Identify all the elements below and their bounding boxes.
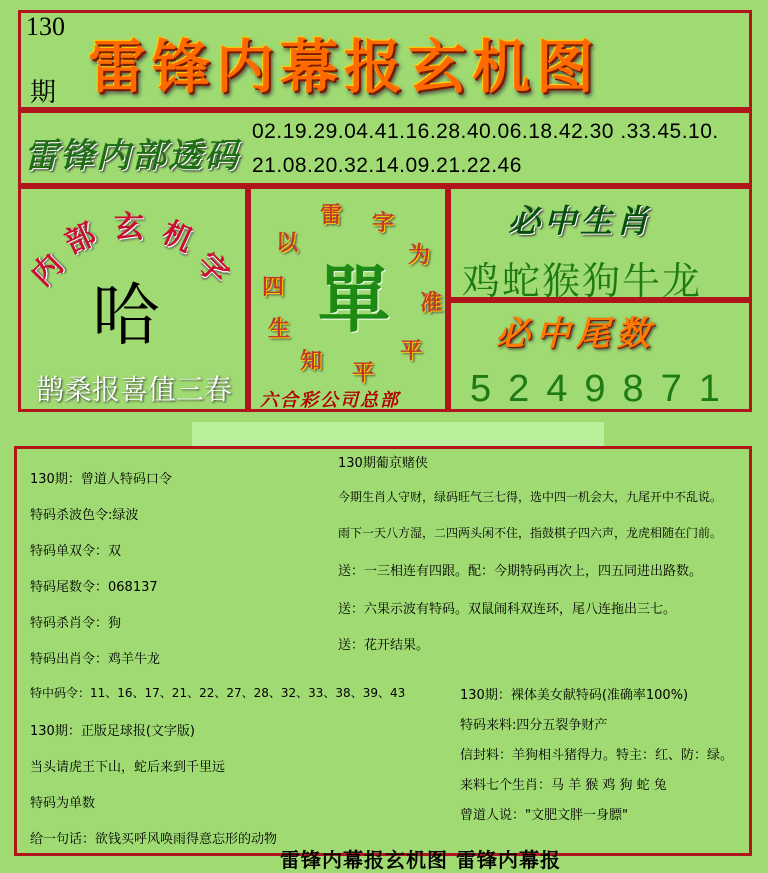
left-line-3: 特码单双令：双 bbox=[30, 544, 122, 559]
ring-char-9: 知 bbox=[300, 348, 323, 374]
arc-char-4: 机 bbox=[156, 214, 199, 260]
ring-char-8: 平 bbox=[352, 360, 375, 386]
ring-char-4: 字 bbox=[372, 210, 395, 236]
highlight-strip bbox=[192, 422, 604, 446]
mystery-poem: 鹊桑报喜值三春 bbox=[36, 373, 233, 406]
period-number: 130 bbox=[26, 12, 65, 41]
ring-char-6: 准 bbox=[420, 290, 443, 316]
left-line-1: 130期：曾道人特码口令 bbox=[30, 472, 172, 487]
right-bottom-5: 曾道人说："文肥文胖一身膘" bbox=[460, 808, 628, 823]
ring-char-1: 四 bbox=[262, 274, 285, 300]
left-line-9: 当头请虎王下山，蛇后来到千里远 bbox=[30, 760, 226, 775]
tail-title: 必中尾数 bbox=[496, 314, 656, 354]
center-footer: 六合彩公司总部 bbox=[260, 390, 400, 411]
right-line-4: 送：一三相连有四跟。配：今期特码再次上，四五同进出路数。 bbox=[338, 564, 703, 579]
page-title: 雷锋内幕报玄机图 bbox=[88, 33, 601, 101]
mystery-char: 哈 bbox=[92, 277, 161, 356]
right-bottom-1: 130期：裸体美女献特码(准确率100%) bbox=[460, 688, 689, 703]
left-line-11: 给一句话：欲钱买呼风唤雨得意忘形的动物 bbox=[30, 832, 278, 847]
ring-char-5: 为 bbox=[408, 242, 431, 268]
ring-char-7: 平 bbox=[400, 338, 423, 364]
arc-char-2: 部 bbox=[59, 216, 102, 262]
cutoff-footer-text: 雷锋内幕报玄机图 雷锋内幕报 bbox=[280, 848, 561, 872]
period-label: 期 bbox=[29, 78, 56, 107]
right-bottom-2: 特码来料:四分五裂争财产 bbox=[460, 718, 608, 733]
left-line-6: 特码出肖令：鸡羊牛龙 bbox=[30, 652, 161, 667]
left-line-7: 特中码令：11、16、17、21、22、27、28、32、33、38、39、43 bbox=[30, 686, 406, 700]
arc-char-1: 内 bbox=[24, 247, 71, 294]
zodiac-title: 必中生肖 bbox=[508, 202, 653, 240]
arc-char-5: 字 bbox=[189, 245, 236, 292]
right-line-6: 送：花开结果。 bbox=[338, 638, 430, 653]
left-line-4: 特码尾数令：068137 bbox=[30, 580, 158, 595]
left-line-5: 特码杀肖令：狗 bbox=[30, 616, 122, 631]
ring-char-2: 以 bbox=[276, 230, 299, 256]
left-line-8: 130期：正版足球报(文字版) bbox=[30, 724, 195, 739]
right-line-2: 今期生肖人守财，绿码旺气三七得，选中四一机会大，九尾开中不乱说。 bbox=[338, 490, 723, 504]
ring-char-10: 生 bbox=[268, 316, 291, 342]
numbers-line-2: 21.08.20.32.14.09.21.22.46 bbox=[252, 154, 522, 177]
numbers-title: 雷锋内部透码 bbox=[24, 136, 240, 176]
ring-char-3: 雷 bbox=[320, 202, 343, 228]
left-line-10: 特码为单数 bbox=[30, 796, 96, 811]
tail-digits: 5249871 bbox=[470, 368, 737, 410]
right-line-5: 送：六果示波有特码。双鼠闹科双连环，尾八连拖出三七。 bbox=[338, 602, 677, 617]
zodiac-list: 鸡蛇猴狗牛龙 bbox=[462, 259, 703, 303]
center-char: 單 bbox=[318, 257, 391, 342]
right-bottom-4: 来料七个生肖：马 羊 猴 鸡 狗 蛇 兔 bbox=[460, 778, 667, 793]
right-line-3: 雨下一天八方湿，二四两头闲不住，指鼓棋子四六声，龙虎相随在门前。 bbox=[338, 526, 723, 540]
numbers-line-1: 02.19.29.04.41.16.28.40.06.18.42.30 .33.45.10. bbox=[252, 120, 719, 143]
right-bottom-3: 信封料：羊狗相斗猪得力。特主：红、防：绿。 bbox=[460, 748, 734, 763]
arc-char-3: 玄 bbox=[114, 210, 144, 245]
right-line-1: 130期葡京赌侠 bbox=[338, 456, 428, 471]
left-line-2: 特码杀波色令:绿波 bbox=[30, 508, 139, 523]
